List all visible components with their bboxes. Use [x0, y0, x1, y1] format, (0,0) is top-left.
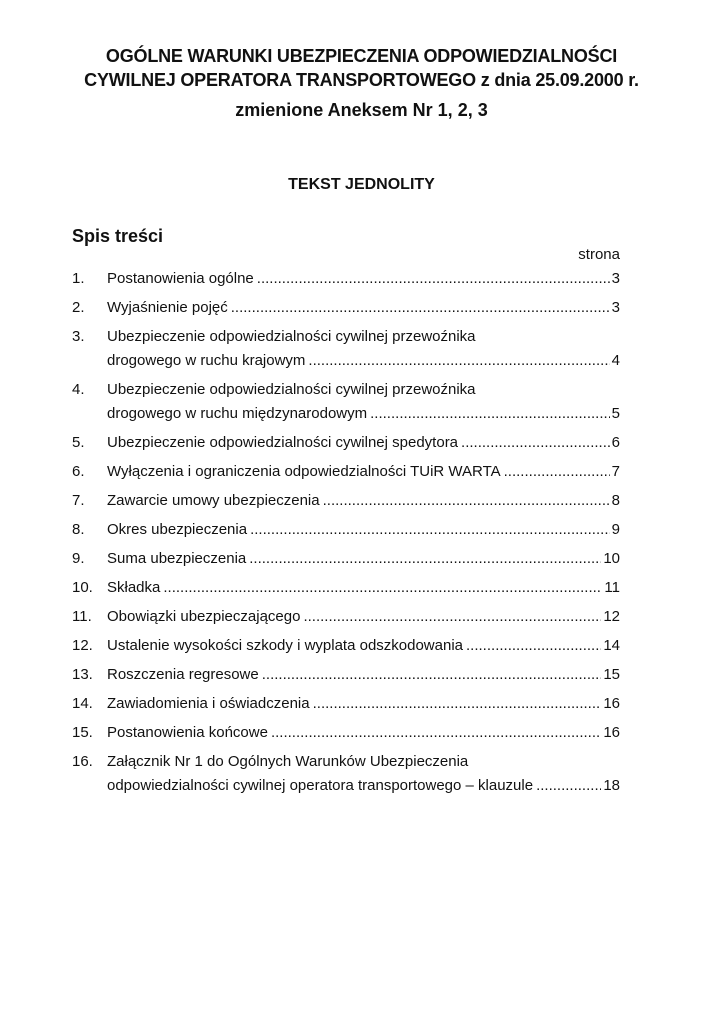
toc-entry-page: 16 [603, 695, 620, 712]
toc-entry [72, 721, 620, 745]
toc-entry-number: 3. [72, 328, 85, 345]
toc-entry [72, 692, 620, 716]
dot-leader [231, 296, 610, 320]
toc-entry-number: 11. [72, 608, 92, 625]
toc-entry-title: Obowiązki ubezpieczającego [107, 608, 301, 625]
toc-entry [72, 431, 620, 455]
toc-entry [72, 634, 620, 658]
document-title [60, 44, 663, 92]
toc-entry [72, 267, 620, 291]
section-label: TEKST JEDNOLITY [288, 176, 435, 193]
title-line-1: OGÓLNE WARUNKI UBEZPIECZENIA ODPOWIEDZIALNOŚCI [105, 46, 618, 66]
dot-leader [308, 349, 609, 373]
toc-entry-page: 14 [603, 637, 620, 654]
title-line-2: CYWILNEJ OPERATORA TRANSPORTOWEGO z dnia 25.09.2000 r. [84, 70, 639, 90]
toc-entry-number: 14. [72, 695, 93, 712]
toc-entry-title: Roszczenia regresowe [107, 666, 259, 683]
dot-leader [461, 431, 610, 455]
toc-entry-page: 3 [611, 299, 620, 316]
toc-entry-title: drogowego w ruchu międzynarodowym [107, 405, 368, 422]
toc-entry-number: 12. [72, 637, 93, 654]
toc-entry-number: 10. [72, 579, 93, 596]
toc-entry-page: 16 [603, 724, 620, 741]
toc-entry-page: 4 [611, 352, 620, 369]
toc-entry [72, 576, 620, 600]
toc-entry-title: drogowego w ruchu krajowym [107, 352, 306, 369]
toc-entry-number: 6. [72, 463, 85, 480]
toc-entry [72, 663, 620, 687]
dot-leader [313, 692, 602, 716]
toc-entry-number: 7. [72, 492, 85, 509]
dot-leader [249, 547, 601, 571]
toc-entry-title: Postanowienia końcowe [107, 724, 268, 741]
toc-entry-title: Suma ubezpieczenia [107, 550, 247, 567]
toc-entry-title: Zawiadomienia i oświadczenia [107, 695, 310, 712]
dot-leader [370, 402, 610, 426]
toc-entry-number: 16. [72, 753, 93, 770]
dot-leader [271, 721, 601, 745]
toc-entry [72, 325, 620, 373]
toc-entry-title: Ustalenie wysokości szkody i wyplata odszkodowania [107, 637, 464, 654]
toc-entry-page: 11 [604, 579, 620, 596]
toc-entry-title: Składka [107, 579, 161, 596]
toc-entry [72, 750, 620, 798]
dot-leader [323, 489, 610, 513]
toc-entry [72, 605, 620, 629]
toc-entry-title: Ubezpieczenie odpowiedzialności cywilnej przewoźnika [107, 328, 476, 345]
toc-entry-number: 15. [72, 724, 93, 741]
toc-entry [72, 296, 620, 320]
toc-entry-page: 18 [603, 777, 620, 794]
toc-entry [72, 518, 620, 542]
dot-leader [257, 267, 610, 291]
dot-leader [250, 518, 610, 542]
toc-entry [72, 460, 620, 484]
document-subtitle: zmienione Aneksem Nr 1, 2, 3 [235, 100, 488, 120]
toc-entry-title: Ubezpieczenie odpowiedzialności cywilnej spedytora [107, 434, 459, 451]
toc-entry-title: Zawarcie umowy ubezpieczenia [107, 492, 320, 509]
toc-entry-number: 4. [72, 381, 85, 398]
toc-entry-number: 2. [72, 299, 85, 316]
toc-entry-page: 12 [603, 608, 620, 625]
toc-entry-page: 6 [611, 434, 620, 451]
toc-entry-title: Wyjaśnienie pojęć [107, 299, 228, 316]
toc-entry-page: 9 [611, 521, 620, 538]
toc-entry-title: Okres ubezpieczenia [107, 521, 248, 538]
toc-entry-title: Postanowienia ogólne [107, 270, 254, 287]
toc-entry-number: 1. [72, 270, 85, 287]
toc-entry-title: odpowiedzialności cywilnej operatora transportowego – klauzule [107, 777, 534, 794]
toc-entry [72, 378, 620, 426]
dot-leader [466, 634, 601, 658]
dot-leader [504, 460, 610, 484]
toc-entry-title: Wyłączenia i ograniczenia odpowiedzialności TUiR WARTA [107, 463, 501, 480]
toc-entry-page: 8 [611, 492, 620, 509]
toc-entry-number: 13. [72, 666, 93, 683]
page-column-label: strona [578, 246, 620, 263]
toc-entry-number: 5. [72, 434, 85, 451]
toc-entry-title: Ubezpieczenie odpowiedzialności cywilnej przewoźnika [107, 381, 476, 398]
toc-entry-page: 10 [603, 550, 620, 567]
dot-leader [262, 663, 602, 687]
dot-leader [536, 774, 601, 798]
toc-entry-page: 7 [611, 463, 620, 480]
toc-entry [72, 489, 620, 513]
dot-leader [303, 605, 601, 629]
toc-entry-page: 15 [603, 666, 620, 683]
toc-entry-page: 3 [611, 270, 620, 287]
dot-leader [163, 576, 602, 600]
toc-entry-number: 8. [72, 521, 85, 538]
toc-entry [72, 547, 620, 571]
toc-entry-title: Załącznik Nr 1 do Ogólnych Warunków Ubezpieczenia [107, 753, 469, 770]
toc-entry-number: 9. [72, 550, 85, 567]
toc-heading: Spis treści [72, 226, 164, 246]
table-of-contents [72, 267, 620, 798]
toc-entry-page: 5 [611, 405, 620, 422]
